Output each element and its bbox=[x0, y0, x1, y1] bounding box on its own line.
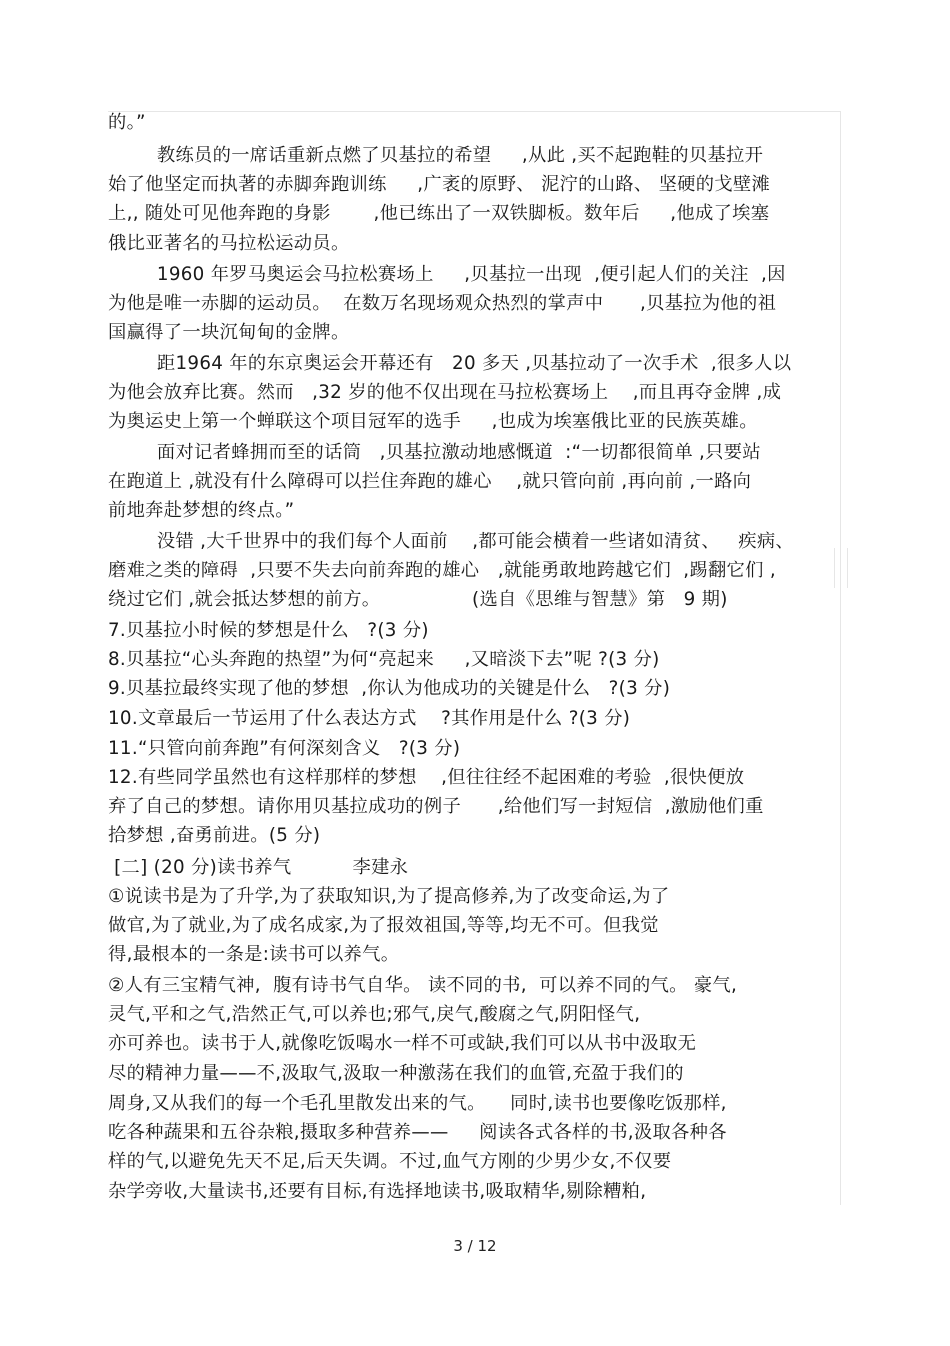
text-line: 周身,又从我们的每一个毛孔里散发出来的气。 同时,读书也要像吃饭那样, bbox=[108, 1093, 727, 1114]
text-line: 1960 年罗马奥运会马拉松赛场上 ,贝基拉一出现 ,便引起人们的关注 ,因 bbox=[108, 264, 786, 285]
text-line: 没错 ,大千世界中的我们每个人面前 ,都可能会横着一些诸如清贫、 疾病、 bbox=[108, 531, 795, 552]
text-line: ②人有三宝精气神, 腹有诗书气自华。 读不同的书, 可以养不同的气。 豪气, bbox=[108, 975, 738, 996]
question-12: 12.有些同学虽然也有这样那样的梦想 ,但往往经不起困难的考验 ,很快便放 bbox=[108, 767, 745, 788]
text-line: 为奥运史上第一个蝉联这个项目冠军的选手 ,也成为埃塞俄比亚的民族英雄。 bbox=[108, 411, 758, 432]
question-9: 9.贝基拉最终实现了他的梦想 ,你认为他成功的关键是什么 ?(3 分) bbox=[108, 678, 671, 699]
text-line: 灵气,平和之气,浩然正气,可以养也;邪气,戾气,酸腐之气,阴阳怪气, bbox=[108, 1004, 641, 1025]
text-line: 上,, 随处可见他奔跑的身影 ,他已练出了一双铁脚板。数年后 ,他成了埃塞 bbox=[108, 203, 770, 224]
text-line: 始了他坚定而执著的赤脚奔跑训练 ,广袤的原野、 泥泞的山路、 坚硬的戈壁滩 bbox=[108, 174, 771, 195]
question-10: 10.文章最后一节运用了什么表达方式 ?其作用是什么 ?(3 分) bbox=[108, 708, 631, 729]
text-line: 绕过它们 ,就会抵达梦想的前方。 (选自《思维与智慧》第 9 期) bbox=[108, 589, 728, 610]
text-line: 亦可养也。读书于人,就像吃饭喝水一样不可或缺,我们可以从书中汲取无 bbox=[108, 1033, 697, 1054]
text-line: 拾梦想 ,奋勇前进。(5 分) bbox=[108, 825, 321, 846]
text-line: 俄比亚著名的马拉松运动员。 bbox=[108, 233, 350, 254]
page-number: 3 / 12 bbox=[453, 1237, 497, 1255]
text-line: 教练员的一席话重新点燃了贝基拉的希望 ,从此 ,买不起跑鞋的贝基拉开 bbox=[108, 145, 764, 166]
text-line: 为他会放弃比赛。然而 ,32 岁的他不仅出现在马拉松赛场上 ,而且再夺金牌 ,成 bbox=[108, 382, 782, 403]
text-line: 在跑道上 ,就没有什么障碍可以拦住奔跑的雄心 ,就只管向前 ,再向前 ,一路向 bbox=[108, 471, 752, 492]
text-line: 做官,为了就业,为了成名成家,为了报效祖国,等等,均无不可。但我觉 bbox=[108, 915, 659, 936]
text-line: 尽的精神力量——不,汲取气,汲取一种激荡在我们的血管,充盈于我们的 bbox=[108, 1063, 684, 1084]
text-line: 杂学旁收,大量读书,还要有目标,有选择地读书,吸取精华,剔除糟粕, bbox=[108, 1181, 647, 1202]
section-heading: [二] (20 分)读书养气 李建永 bbox=[108, 857, 409, 878]
page-border-mark bbox=[834, 548, 848, 588]
question-8: 8.贝基拉“心头奔跑的热望”为何“亮起来 ,又暗淡下去”呢 ?(3 分) bbox=[108, 649, 660, 670]
text-line: 的。” bbox=[108, 112, 146, 133]
text-line: 为他是唯一赤脚的运动员。 在数万名现场观众热烈的掌声中 ,贝基拉为他的祖 bbox=[108, 293, 777, 314]
text-line: ①说读书是为了升学,为了获取知识,为了提高修养,为了改变命运,为了 bbox=[108, 886, 670, 907]
text-line: 样的气,以避免先天不足,后天失调。不过,血气方刚的少男少女,不仅要 bbox=[108, 1151, 672, 1172]
text-line: 面对记者蜂拥而至的话筒 ,贝基拉激动地感慨道 :“一切都很简单 ,只要站 bbox=[108, 442, 761, 463]
text-line: 吃各种蔬果和五谷杂粮,摄取多种营养—— 阅读各式各样的书,汲取各种各 bbox=[108, 1122, 727, 1143]
page-border-top bbox=[108, 111, 841, 112]
text-line: 国赢得了一块沉甸甸的金牌。 bbox=[108, 322, 350, 343]
text-line: 弃了自己的梦想。请你用贝基拉成功的例子 ,给他们写一封短信 ,激励他们重 bbox=[108, 796, 764, 817]
text-line: 磨难之类的障碍 ,只要不失去向前奔跑的雄心 ,就能勇敢地跨越它们 ,踢翻它们 , bbox=[108, 560, 776, 581]
text-line: 前地奔赴梦想的终点。” bbox=[108, 500, 295, 521]
text-line: 距1964 年的东京奥运会开幕还有 20 多天 ,贝基拉动了一次手术 ,很多人以 bbox=[108, 353, 792, 374]
question-7: 7.贝基拉小时候的梦想是什么 ?(3 分) bbox=[108, 620, 429, 641]
question-11: 11.“只管向前奔跑”有何深刻含义 ?(3 分) bbox=[108, 738, 461, 759]
text-line: 得,最根本的一条是:读书可以养气。 bbox=[108, 944, 400, 965]
page-border-right bbox=[840, 111, 841, 1205]
